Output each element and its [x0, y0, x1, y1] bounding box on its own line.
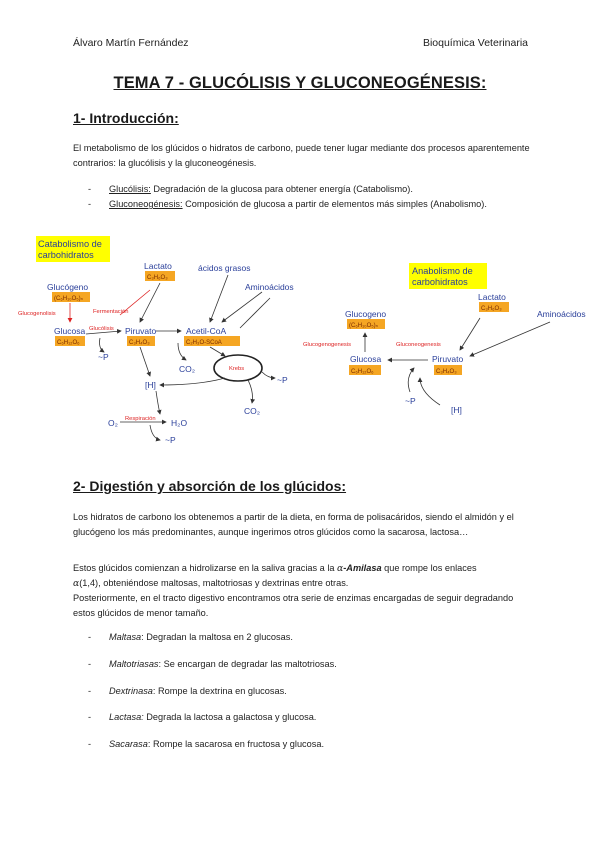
glucogeno-formula: (C₆H₁₀O₅)ₙ — [54, 296, 84, 302]
intro-heading: 1- Introducción: — [73, 110, 179, 126]
enzyme-name: Maltotriasas — [109, 658, 159, 669]
digestion-paragraph-3: Posteriormente, en el tracto digestivo encontramos otra serie de enzimas encargadas de seguir degradando estos glúcidos de menor tamaño. — [73, 593, 514, 618]
acetil-formula: C₂H₃O-SCoA — [186, 340, 222, 346]
enzyme-name: Lactasa: — [109, 712, 144, 723]
atp-3: ~P — [165, 435, 176, 445]
term-desc: Composición de glucosa a partir de elementos más simples (Anabolismo). — [182, 199, 487, 209]
anab-h: [H] — [451, 405, 462, 415]
gluconeogenesis-label: Gluconeogenesis — [396, 342, 441, 348]
acidos-grasos-label: ácidos grasos — [198, 263, 251, 273]
enzyme-name: Sacarasa — [109, 739, 148, 750]
list-item — [88, 684, 337, 699]
atp-1: ~P — [98, 352, 109, 362]
anab-lactato-formula: C₃H₆O₃ — [481, 306, 502, 312]
term-glucolisis: Glucólisis: — [109, 184, 151, 194]
co2-1: CO₂ — [179, 364, 196, 374]
h-catabolism: [H] — [145, 380, 156, 390]
list-item — [88, 710, 337, 725]
o2-label: O₂ — [108, 418, 118, 428]
glucolisis-label: Glucólisis — [89, 326, 114, 332]
p2-text-c: (1,4), obteniéndose maltosas, maltotriosas y dextrinas entre otras. — [79, 578, 349, 588]
glucosa-label: Glucosa — [54, 326, 86, 336]
digestion-heading: 2- Digestión y absorción de los glúcidos: — [73, 478, 347, 494]
intro-paragraph: El metabolismo de los glúcidos o hidratos de carbono, puede tener lugar mediante dos procesos aparentemente contrarios: la glucólisis y la gluconeogénesis. — [73, 143, 530, 168]
p2-text-a: Estos glúcidos comienzan a hidrolizarse en la saliva gracias a la — [73, 563, 338, 573]
anab-piruvato-label: Piruvato — [432, 354, 464, 364]
acetil-coa-label: Acetil-CoA — [186, 326, 227, 336]
piruvato-label: Piruvato — [125, 326, 157, 336]
anab-glucosa-formula: C₆H₁₂O₆ — [351, 369, 374, 375]
anabolism-title-line1: Anabolismo de — [412, 266, 473, 276]
enzyme-desc: Rompe la sacarosa en fructosa y glucosa. — [150, 739, 325, 750]
enzyme-desc: Se encargan de degradar las maltotriosas. — [161, 658, 337, 669]
alpha-symbol: α — [337, 563, 344, 574]
enzyme-name: Dextrinasa — [109, 685, 153, 696]
lactato-label: Lactato — [144, 261, 172, 271]
enzyme-name: Maltasa — [109, 632, 142, 642]
anab-glucogeno-formula: (C₆H₁₀O₅)ₙ — [349, 323, 379, 329]
aminoacidos-label: Aminoácidos — [245, 282, 294, 292]
fermentacion-label: Fermentación — [93, 309, 129, 315]
enzyme-desc: Degradan la maltosa en 2 glucosas. — [143, 632, 293, 642]
anab-atp: ~P — [405, 396, 416, 406]
anab-glucogeno-label: Glucogeno — [345, 309, 387, 319]
enzyme-sep: : — [158, 658, 162, 669]
lactato-formula: C₃H₆O₃ — [147, 275, 168, 281]
enzyme-sep: : — [152, 685, 156, 696]
anab-aminoacidos-label: Aminoácidos — [537, 309, 586, 319]
anabolism-title-line2: carbohidratos — [412, 277, 468, 287]
enzyme-desc: Degrada la lactosa a galactosa y glucosa. — [143, 712, 317, 723]
krebs-label: Krebs — [229, 366, 245, 372]
digestion-paragraph-2 — [73, 561, 543, 591]
enzyme-sep: : — [141, 632, 144, 642]
list-item — [88, 630, 337, 645]
glucogenogenesis-label: Glucogenogenesis — [303, 342, 352, 348]
term-gluconeogenesis: Gluconeogénesis: — [109, 199, 183, 209]
amilasa-term: -Amilasa — [343, 563, 382, 573]
anab-lactato-label: Lactato — [478, 292, 506, 302]
header-subject: Bioquímica Veterinaria — [422, 37, 528, 49]
list-item — [88, 737, 337, 752]
glucogeno-label: Glucógeno — [47, 282, 89, 292]
h2o-label: H₂O — [171, 418, 188, 428]
piruvato-formula: C₃H₄O₃ — [129, 340, 150, 346]
co2-2: CO₂ — [244, 406, 261, 416]
term-desc: Degradación de la glucosa para obtener energía (Catabolismo). — [150, 184, 413, 194]
list-item — [88, 657, 337, 672]
anab-piruvato-formula: C₃H₄O₃ — [436, 369, 457, 375]
enzyme-desc: Rompe la dextrina en glucosas. — [155, 685, 287, 696]
page-title: TEMA 7 - GLUCÓLISIS Y GLUCONEOGÉNESIS: — [113, 74, 487, 92]
catabolism-title-line2: carbohidratos — [38, 250, 94, 260]
alpha-symbol-2: α — [73, 578, 80, 589]
enzyme-list — [88, 630, 337, 764]
atp-2: ~P — [277, 375, 288, 385]
header-author: Álvaro Martín Fernández — [73, 37, 189, 49]
enzyme-sep: : — [147, 739, 151, 750]
anab-glucosa-label: Glucosa — [350, 354, 382, 364]
digestion-paragraph-1: Los hidratos de carbono los obtenemos a partir de la dieta, en forma de polisacáridos, siendo el almidón y el glucógeno los más predominantes, aunque ingerimos otros glúcidos como la sacarosa, lactosa… — [73, 512, 514, 537]
catabolism-title-line1: Catabolismo de — [38, 239, 102, 249]
glucogenolisis-label: Glucogenolisis — [18, 311, 56, 317]
p2-text-b: que rompe los enlaces — [381, 563, 477, 573]
respiracion-label: Respiración — [125, 416, 156, 422]
glucosa-formula: C₆H₁₂O₆ — [57, 340, 80, 346]
